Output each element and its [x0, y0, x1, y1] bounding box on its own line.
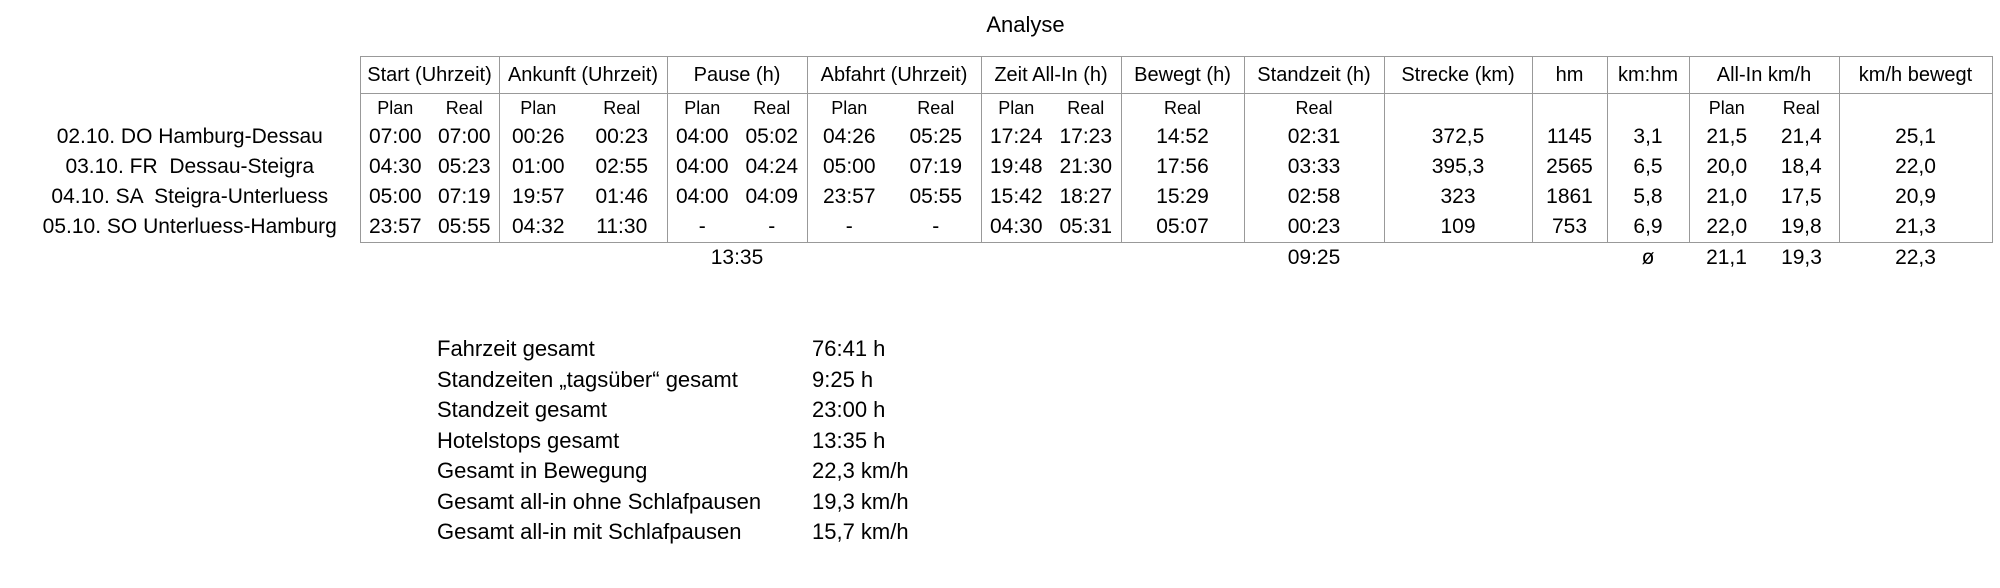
cell-strecke: 395,3 — [1384, 152, 1532, 182]
summary-row — [437, 395, 1012, 426]
average-symbol: ø — [1641, 246, 1655, 269]
cell-allin-plan: 21,5 — [1689, 122, 1764, 152]
table-row — [20, 152, 1992, 182]
cell-strecke: 109 — [1384, 212, 1532, 243]
summary-label: Standzeit gesamt — [437, 397, 607, 422]
summary-value: 76:41 h — [812, 336, 886, 361]
cell-bewegt: 15:29 — [1121, 182, 1244, 212]
cell-pause-real: 05:02 — [737, 122, 807, 152]
total-allin-real: 19,3 — [1781, 246, 1822, 269]
cell-zeit-real: 21:30 — [1051, 152, 1121, 182]
row-label: 02.10. DO Hamburg-Dessau — [56, 125, 323, 148]
header-all-in-kmh: All-In km/h — [1689, 57, 1839, 94]
subheader-real: Real — [430, 94, 499, 123]
cell-zeit-real: 17:23 — [1051, 122, 1121, 152]
summary-value: 22,3 km/h — [812, 458, 909, 483]
totals-empty — [1051, 243, 1121, 274]
totals-empty — [1532, 243, 1607, 274]
subheader-real: Real — [1051, 94, 1121, 123]
cell-bewegt: 14:52 — [1121, 122, 1244, 152]
cell-zeit-real: 05:31 — [1051, 212, 1121, 243]
subheader-real: Real — [1764, 94, 1839, 123]
header-km-hm: km:hm — [1607, 57, 1689, 94]
cell-allin-real: 21,4 — [1764, 122, 1839, 152]
summary-label: Hotelstops gesamt — [437, 427, 620, 453]
cell-zeit-real: 18:27 — [1051, 182, 1121, 212]
summary-list — [437, 334, 1012, 548]
subheader-empty — [1384, 94, 1532, 123]
cell-km-hm: 5,8 — [1607, 182, 1689, 212]
page-title: Analyse — [986, 12, 1065, 37]
cell-hm: 753 — [1532, 212, 1607, 243]
cell-zeit-plan: 17:24 — [981, 122, 1051, 152]
cell-zeit-plan: 04:30 — [981, 212, 1051, 243]
cell-allin-real: 18,4 — [1764, 152, 1839, 182]
subheader-plan: Plan — [981, 94, 1051, 123]
analysis-table — [20, 56, 1993, 273]
totals-empty — [577, 243, 667, 274]
header-hm: hm — [1532, 57, 1607, 94]
summary-label: Gesamt in Bewegung — [437, 458, 648, 483]
cell-standzeit: 02:31 — [1244, 122, 1384, 152]
cell-allin-plan: 22,0 — [1689, 212, 1764, 243]
summary-label: Gesamt all-in mit Schlafpausen — [437, 519, 742, 544]
summary-label: Gesamt all-in ohne Schlafpausen — [437, 488, 762, 514]
subheader-real: Real — [1244, 94, 1384, 123]
cell-start-plan: 23:57 — [360, 212, 430, 243]
total-allin-plan: 21,1 — [1706, 246, 1747, 269]
cell-allin-real: 17,5 — [1764, 182, 1839, 212]
summary-row — [437, 456, 1012, 487]
header-empty — [20, 57, 360, 94]
subheader-plan: Plan — [1689, 94, 1764, 123]
total-kmh-bewegt: 22,3 — [1895, 246, 1936, 269]
cell-pause-real: 04:09 — [737, 182, 807, 212]
cell-pause-plan: 04:00 — [667, 182, 737, 212]
cell-pause-real: 04:24 — [737, 152, 807, 182]
cell-ankunft-real: 11:30 — [577, 212, 667, 243]
summary-label: Fahrzeit gesamt — [437, 336, 595, 361]
cell-start-plan: 07:00 — [360, 122, 430, 152]
header-abfahrt: Abfahrt (Uhrzeit) — [807, 57, 981, 94]
cell-allin-plan: 21,0 — [1689, 182, 1764, 212]
subheader-real: Real — [891, 94, 981, 123]
totals-empty — [499, 243, 577, 274]
summary-value: 19,3 km/h — [812, 488, 909, 514]
cell-kmh-bewegt: 22,0 — [1839, 152, 1992, 182]
subheader-plan: Plan — [667, 94, 737, 123]
summary-value: 15,7 km/h — [812, 519, 909, 544]
cell-kmh-bewegt: 25,1 — [1839, 122, 1992, 152]
cell-km-hm: 6,5 — [1607, 152, 1689, 182]
totals-empty — [430, 243, 499, 274]
header-standzeit: Standzeit (h) — [1244, 57, 1384, 94]
cell-ankunft-plan: 19:57 — [499, 182, 577, 212]
header-strecke: Strecke (km) — [1384, 57, 1532, 94]
cell-standzeit: 02:58 — [1244, 182, 1384, 212]
totals-empty — [807, 243, 891, 274]
summary-value: 9:25 h — [812, 366, 874, 392]
header-row — [20, 57, 1992, 94]
summary-row — [437, 334, 1012, 365]
row-label: 04.10. SA Steigra-Unterluess — [51, 185, 329, 208]
cell-allin-plan: 20,0 — [1689, 152, 1764, 182]
cell-ankunft-real: 01:46 — [577, 182, 667, 212]
total-standzeit: 09:25 — [1287, 246, 1341, 269]
cell-abfahrt-plan: 23:57 — [807, 182, 891, 212]
subheader-empty — [1607, 94, 1689, 123]
cell-abfahrt-plan: 05:00 — [807, 152, 891, 182]
cell-ankunft-plan: 04:32 — [499, 212, 577, 243]
cell-start-plan: 05:00 — [360, 182, 430, 212]
cell-start-real: 05:55 — [430, 212, 499, 243]
totals-empty — [981, 243, 1051, 274]
summary-row — [437, 487, 1012, 518]
subheader-empty — [1532, 94, 1607, 123]
totals-empty — [360, 243, 430, 274]
summary-value: 13:35 h — [812, 427, 886, 453]
cell-zeit-plan: 15:42 — [981, 182, 1051, 212]
cell-km-hm: 3,1 — [1607, 122, 1689, 152]
row-label: 03.10. FR Dessau-Steigra — [65, 155, 315, 178]
header-bewegt: Bewegt (h) — [1121, 57, 1244, 94]
cell-bewegt: 17:56 — [1121, 152, 1244, 182]
subheader-real: Real — [737, 94, 807, 123]
cell-start-plan: 04:30 — [360, 152, 430, 182]
cell-pause-real: - — [737, 212, 807, 243]
cell-hm: 1861 — [1532, 182, 1607, 212]
total-pause: 13:35 — [710, 246, 764, 269]
cell-hm: 1145 — [1532, 122, 1607, 152]
totals-empty — [891, 243, 981, 274]
cell-kmh-bewegt: 20,9 — [1839, 182, 1992, 212]
cell-ankunft-plan: 00:26 — [499, 122, 577, 152]
cell-strecke: 323 — [1384, 182, 1532, 212]
cell-kmh-bewegt: 21,3 — [1839, 212, 1992, 243]
cell-abfahrt-real: 05:55 — [891, 182, 981, 212]
summary-row — [437, 517, 1012, 548]
cell-standzeit: 03:33 — [1244, 152, 1384, 182]
cell-bewegt: 05:07 — [1121, 212, 1244, 243]
cell-pause-plan: 04:00 — [667, 152, 737, 182]
header-pause: Pause (h) — [667, 57, 807, 94]
table-row — [20, 212, 1992, 243]
subheader-empty — [1839, 94, 1992, 123]
cell-ankunft-plan: 01:00 — [499, 152, 577, 182]
cell-abfahrt-plan: - — [807, 212, 891, 243]
subheader-real: Real — [577, 94, 667, 123]
cell-pause-plan: - — [667, 212, 737, 243]
summary-value: 23:00 h — [812, 397, 886, 422]
subheader-plan: Plan — [499, 94, 577, 123]
header-ankunft: Ankunft (Uhrzeit) — [499, 57, 667, 94]
cell-pause-plan: 04:00 — [667, 122, 737, 152]
summary-label: Standzeiten „tagsüber“ gesamt — [437, 366, 738, 392]
cell-abfahrt-real: 05:25 — [891, 122, 981, 152]
cell-abfahrt-real: 07:19 — [891, 152, 981, 182]
table-row — [20, 122, 1992, 152]
totals-row — [20, 243, 1992, 274]
table-row — [20, 182, 1992, 212]
header-start: Start (Uhrzeit) — [360, 57, 499, 94]
totals-empty — [1384, 243, 1532, 274]
cell-ankunft-real: 00:23 — [577, 122, 667, 152]
cell-ankunft-real: 02:55 — [577, 152, 667, 182]
cell-strecke: 372,5 — [1384, 122, 1532, 152]
cell-km-hm: 6,9 — [1607, 212, 1689, 243]
subheader-plan: Plan — [807, 94, 891, 123]
totals-empty — [1121, 243, 1244, 274]
cell-hm: 2565 — [1532, 152, 1607, 182]
summary-row — [437, 426, 1012, 457]
cell-allin-real: 19,8 — [1764, 212, 1839, 243]
header-zeit-all-in: Zeit All-In (h) — [981, 57, 1121, 94]
cell-abfahrt-real: - — [891, 212, 981, 243]
cell-start-real: 05:23 — [430, 152, 499, 182]
header-kmh-bewegt: km/h bewegt — [1839, 57, 1992, 94]
row-label: 05.10. SO Unterluess-Hamburg — [42, 215, 337, 239]
cell-start-real: 07:00 — [430, 122, 499, 152]
subheader-real: Real — [1121, 94, 1244, 123]
totals-empty — [20, 243, 360, 274]
cell-zeit-plan: 19:48 — [981, 152, 1051, 182]
cell-standzeit: 00:23 — [1244, 212, 1384, 243]
summary-row — [437, 365, 1012, 396]
cell-abfahrt-plan: 04:26 — [807, 122, 891, 152]
subheader-plan: Plan — [360, 94, 430, 123]
subheader-row — [20, 94, 1992, 123]
cell-start-real: 07:19 — [430, 182, 499, 212]
subheader-empty — [20, 94, 360, 123]
